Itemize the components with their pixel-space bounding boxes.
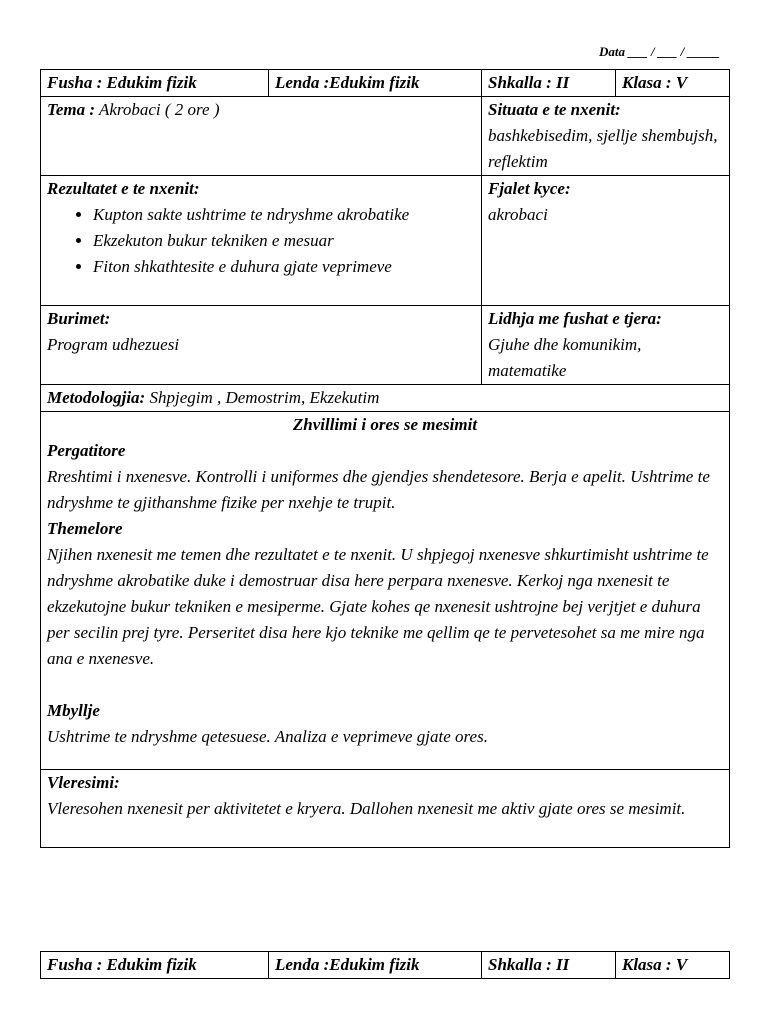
mbyllje-heading: Mbyllje <box>47 701 100 720</box>
fusha-cell: Fusha : Edukim fizik <box>41 952 269 979</box>
rezultatet-cell <box>41 176 482 306</box>
vleresimi-row <box>41 770 730 848</box>
lidhja-cell <box>482 306 730 385</box>
list-item: • Ekzekuton bukur tekniken e mesuar <box>93 228 475 254</box>
tema-label: Tema : <box>47 100 96 119</box>
metodologjia-cell <box>41 385 730 412</box>
fjalet-cell <box>482 176 730 306</box>
vleresimi-text: Vleresohen nxenesit per aktivitetet e kryera. Dallohen nxenesit me aktiv gjate ores se mesimit. <box>47 799 686 818</box>
metodologjia-value: Shpjegim , Demostrim, Ekzekutim <box>145 388 380 407</box>
themelore-heading: Themelore <box>47 519 123 538</box>
rezultatet-row <box>41 176 730 306</box>
tema-row <box>41 97 730 176</box>
situata-label: Situata e te nxenit: <box>488 100 621 119</box>
shkalla-cell: Shkalla : II <box>482 952 616 979</box>
date-line: Data ___ / ___ / _____ <box>599 44 720 59</box>
zhvillimi-row <box>41 412 730 770</box>
header-row <box>41 70 730 97</box>
vleresimi-label: Vleresimi: <box>47 773 120 792</box>
pergatitore-heading: Pergatitore <box>47 441 126 460</box>
fusha-cell: Fusha : Edukim fizik <box>41 70 269 97</box>
zhvillimi-title: Zhvillimi i ores se mesimit <box>292 415 478 434</box>
burimet-cell <box>41 306 482 385</box>
klasa-cell: Klasa : V <box>616 952 730 979</box>
lidhja-value: Gjuhe dhe komunikim, matematike <box>488 335 642 380</box>
lesson-plan-table-next <box>40 951 730 979</box>
metodologjia-label: Metodologjia: <box>47 388 146 407</box>
spacer <box>47 672 723 698</box>
lenda-cell: Lenda :Edukim fizik <box>269 70 482 97</box>
lidhja-label: Lidhja me fushat e tjera: <box>488 309 662 328</box>
tema-cell <box>41 97 482 176</box>
mbyllje-text: Ushtrime te ndryshme qetesuese. Analiza e veprimeve gjate ores. <box>47 727 488 746</box>
vleresimi-cell <box>41 770 730 848</box>
zhvillimi-cell <box>41 412 730 770</box>
list-item: • Kupton sakte ushtrime te ndryshme akrobatike <box>93 202 475 228</box>
pergatitore-text: Rreshtimi i nxenesve. Kontrolli i uniformes dhe gjendjes shendetesore. Berja e apelit. Ushtrime te ndryshme te gjithanshme fizike per nxehje te trupit. <box>47 467 710 512</box>
rezultatet-label: Rezultatet e te nxenit: <box>47 179 200 198</box>
themelore-text: Njihen nxenesit me temen dhe rezultatet e te nxenit. U shpjegoj nxenesve shkurtimisht ushtrime te ndryshme akrobatike duke i demostruar disa here perpara nxenesve. Kerkoj nga nxenesit te ekzekutojne bukur tekniken e mesiperme. Gjate kohes qe nxenesit ushtrojne bej verjtjet e duhura per secilin prej tyre. Perseritet disa here kjo teknike me qellim qe te pervetesohet sa me mire nga ana e nxenesve. <box>47 545 709 668</box>
situata-cell <box>482 97 730 176</box>
lesson-plan-table <box>40 69 730 848</box>
burimet-label: Burimet: <box>47 309 111 328</box>
fjalet-value: akrobaci <box>488 205 548 224</box>
klasa-cell: Klasa : V <box>616 70 730 97</box>
tema-value: Akrobaci ( 2 ore ) <box>95 100 220 119</box>
burimet-row <box>41 306 730 385</box>
shkalla-cell: Shkalla : II <box>482 70 616 97</box>
rezultatet-list <box>47 202 475 280</box>
lenda-cell: Lenda :Edukim fizik <box>269 952 482 979</box>
list-item: • Fiton shkathtesite e duhura gjate veprimeve <box>93 254 475 280</box>
header-row <box>41 952 730 979</box>
metodologjia-row <box>41 385 730 412</box>
burimet-value: Program udhezuesi <box>47 335 180 354</box>
fjalet-label: Fjalet kyce: <box>488 179 571 198</box>
situata-value: bashkebisedim, sjellje shembujsh, reflektim <box>488 126 718 171</box>
